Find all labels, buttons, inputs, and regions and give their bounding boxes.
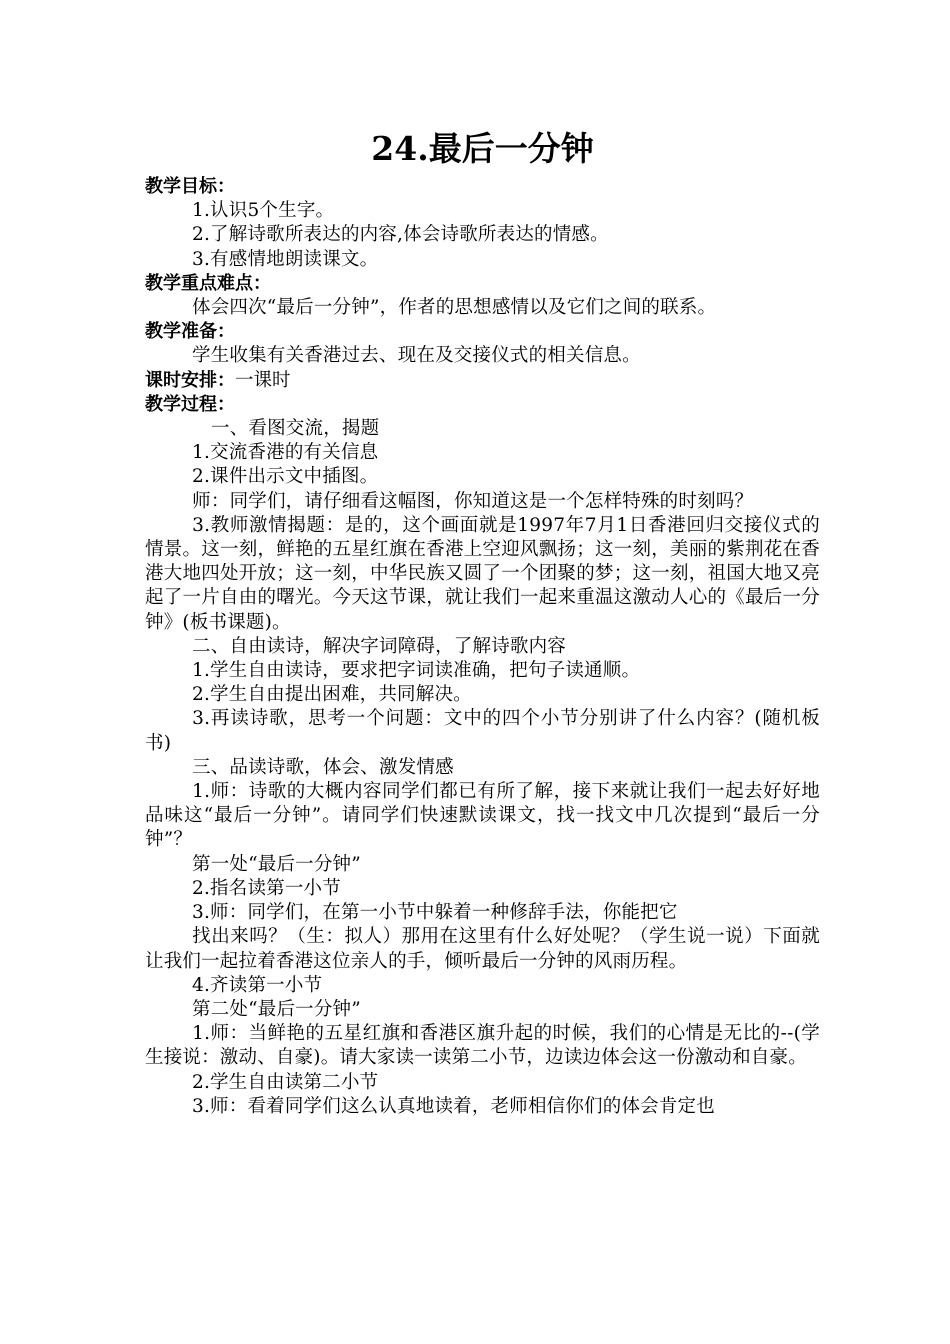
schedule-value: 一课时 <box>235 369 291 391</box>
first-occurrence-item-3: 3.师：同学们，在第一小节中躲着一种修辞手法，你能把它 <box>192 902 678 924</box>
preparation-heading: 教学准备： <box>145 321 235 343</box>
step-2-item-1: 1.学生自由读诗，要求把字词读准确，把句子读通顺。 <box>192 660 641 682</box>
second-occurrence-item-1: 1.师：当鲜艳的五星红旗和香港区旗升起的时候，我们的心情是无比的--(学生接说：激动、自豪)。请大家读一读第二小节，边读边体会这一份激动和自豪。 <box>145 1023 820 1069</box>
step-2-item-3: 3.再读诗歌，思考一个问题：文中的四个小节分别讲了什么内容？(随机板书) <box>145 708 820 754</box>
step-1-item-2: 2.课件出示文中插图。 <box>192 466 379 488</box>
step-3-item-1: 1.师：诗歌的大概内容同学们都已有所了解，接下来就让我们一起去好好地品味这“最后一分钟”。请同学们快速默读课文，找一找文中几次提到“最后一分钟”？ <box>145 781 820 851</box>
step-2-item-2: 2.学生自由提出困难，共同解决。 <box>192 684 472 706</box>
step-1-item-1: 1.交流香港的有关信息 <box>192 442 379 464</box>
step-1-teacher-question: 师：同学们，请仔细看这幅图，你知道这是一个怎样特殊的时刻吗？ <box>192 490 754 512</box>
goal-item-2: 2.了解诗歌所表达的内容,体会诗歌所表达的情感。 <box>192 224 609 246</box>
process-heading: 教学过程： <box>145 393 235 415</box>
document-title: 24.最后一分钟 <box>371 129 594 168</box>
schedule-line <box>145 369 820 393</box>
step-3-title: 三、品读诗歌，体会、激发情感 <box>192 756 454 778</box>
first-occurrence-item-3-continued: 找出来吗？（生：拟人）那用在这里有什么好处呢？（学生说一说）下面就让我们一起拉着香港这位亲人的手，倾听最后一分钟的风雨历程。 <box>145 926 820 972</box>
key-points-heading: 教学重点难点： <box>145 272 271 294</box>
goals-heading: 教学目标： <box>145 176 235 197</box>
key-points-text: 体会四次“最后一分钟”，作者的思想感情以及它们之间的联系。 <box>192 297 717 319</box>
goal-item-3: 3.有感情地朗读课文。 <box>192 248 379 270</box>
document-page <box>145 125 820 1119</box>
first-occurrence-item-2: 2.指名读第一小节 <box>192 877 341 899</box>
first-occurrence-title: 第一处“最后一分钟” <box>192 853 361 875</box>
step-1-title: 一、看图交流，揭题 <box>211 418 380 440</box>
step-2-title: 二、自由读诗，解决字词障碍，了解诗歌内容 <box>192 635 567 657</box>
preparation-text: 学生收集有关香港过去、现在及交接仪式的相关信息。 <box>192 345 641 367</box>
schedule-heading: 课时安排： <box>145 369 235 391</box>
second-occurrence-title: 第二处“最后一分钟” <box>192 998 361 1020</box>
second-occurrence-item-2: 2.学生自由读第二小节 <box>192 1071 379 1093</box>
step-1-item-3: 3.教师激情揭题：是的，这个画面就是1997年7月1日香港回归交接仪式的情景。这一刻，鲜艳的五星红旗在香港上空迎风飘扬；这一刻，美丽的紫荆花在香港大地四处开放；这一刻，中华民族又圆了一个团聚的梦；这一刻，祖国大地又亮起了一片自由的曙光。今天这节课，就让我们一起来重温这激动人心的《最后一分钟》(板书课题)。 <box>145 514 820 633</box>
first-occurrence-item-4: 4.齐读第一小节 <box>192 974 323 996</box>
goal-item-1: 1.认识5个生字。 <box>192 200 335 222</box>
second-occurrence-item-3: 3.师：看着同学们这么认真地读着，老师相信你们的体会肯定也 <box>192 1095 715 1117</box>
